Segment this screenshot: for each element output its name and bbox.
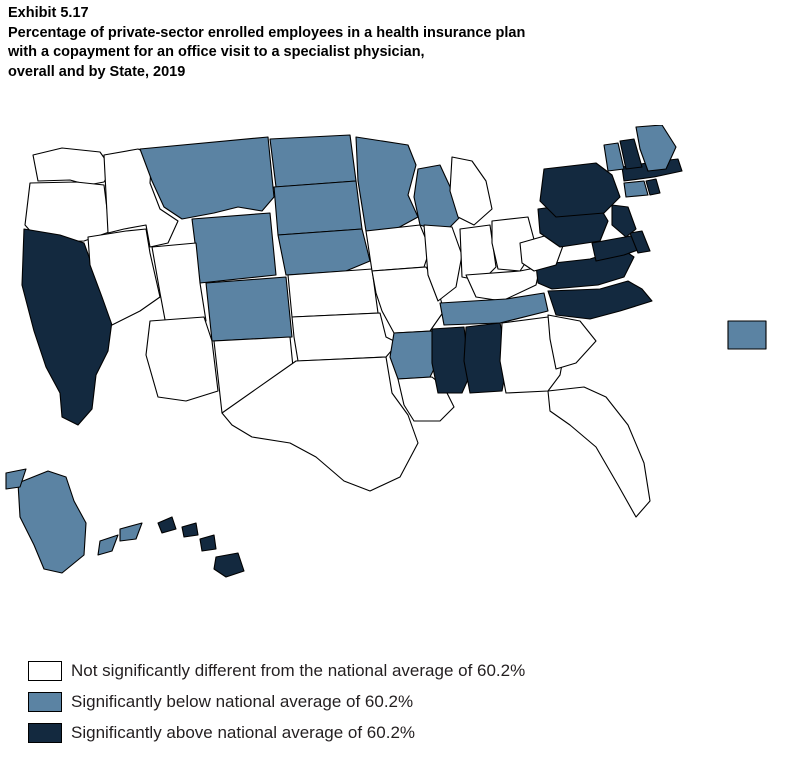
state-kansas: [288, 269, 378, 317]
state-north-dakota: [270, 135, 356, 187]
exhibit-title: [8, 4, 768, 82]
state-colorado: [206, 277, 292, 341]
legend-item-not-different: [28, 655, 768, 686]
legend-item-below-average: [28, 686, 768, 717]
legend-swatch-above-average: [28, 723, 62, 743]
state-hawaii: [214, 553, 244, 577]
legend-label-below-average: Significantly below national average of 60.2%: [71, 691, 414, 711]
state-hawaii: [158, 517, 176, 533]
us-choropleth-map: [0, 125, 787, 635]
state-alaska: [98, 535, 118, 555]
state-connecticut: [624, 181, 648, 197]
legend-label-not-different: Not significantly different from the national average of 60.2%: [71, 660, 526, 680]
legend-swatch-not-different: [28, 661, 62, 681]
state-iowa: [366, 225, 430, 271]
title-line-3: with a copayment for an office visit to a specialist physician,: [8, 44, 425, 60]
state-hawaii: [200, 535, 216, 551]
title-line-4: overall and by State, 2019: [8, 63, 186, 80]
title-line-1: Exhibit 5.17: [8, 5, 89, 21]
map-legend: [28, 655, 768, 748]
state-hawaii: [182, 523, 198, 537]
legend-swatch-below-average: [28, 692, 62, 712]
state-oklahoma: [292, 313, 398, 361]
state-montana: [140, 137, 274, 219]
state-south-dakota: [274, 181, 362, 235]
title-line-2: Percentage of private-sector enrolled employees in a health insurance plan: [8, 24, 526, 41]
state-district-of-columbia: [728, 321, 766, 349]
legend-label-above-average: Significantly above national average of 60.2%: [71, 722, 416, 742]
state-washington: [33, 148, 112, 185]
state-alaska: [120, 523, 142, 541]
state-alaska: [18, 471, 86, 573]
state-south-carolina: [548, 315, 596, 369]
state-florida: [548, 387, 650, 517]
us-map-svg: [0, 125, 787, 635]
state-indiana: [460, 225, 496, 281]
state-minnesota: [356, 137, 418, 231]
legend-item-above-average: [28, 717, 768, 748]
state-wyoming: [192, 213, 276, 283]
state-arizona: [146, 317, 218, 401]
state-nebraska: [278, 229, 370, 275]
state-new-jersey: [612, 205, 636, 237]
state-rhode-island: [646, 179, 660, 195]
